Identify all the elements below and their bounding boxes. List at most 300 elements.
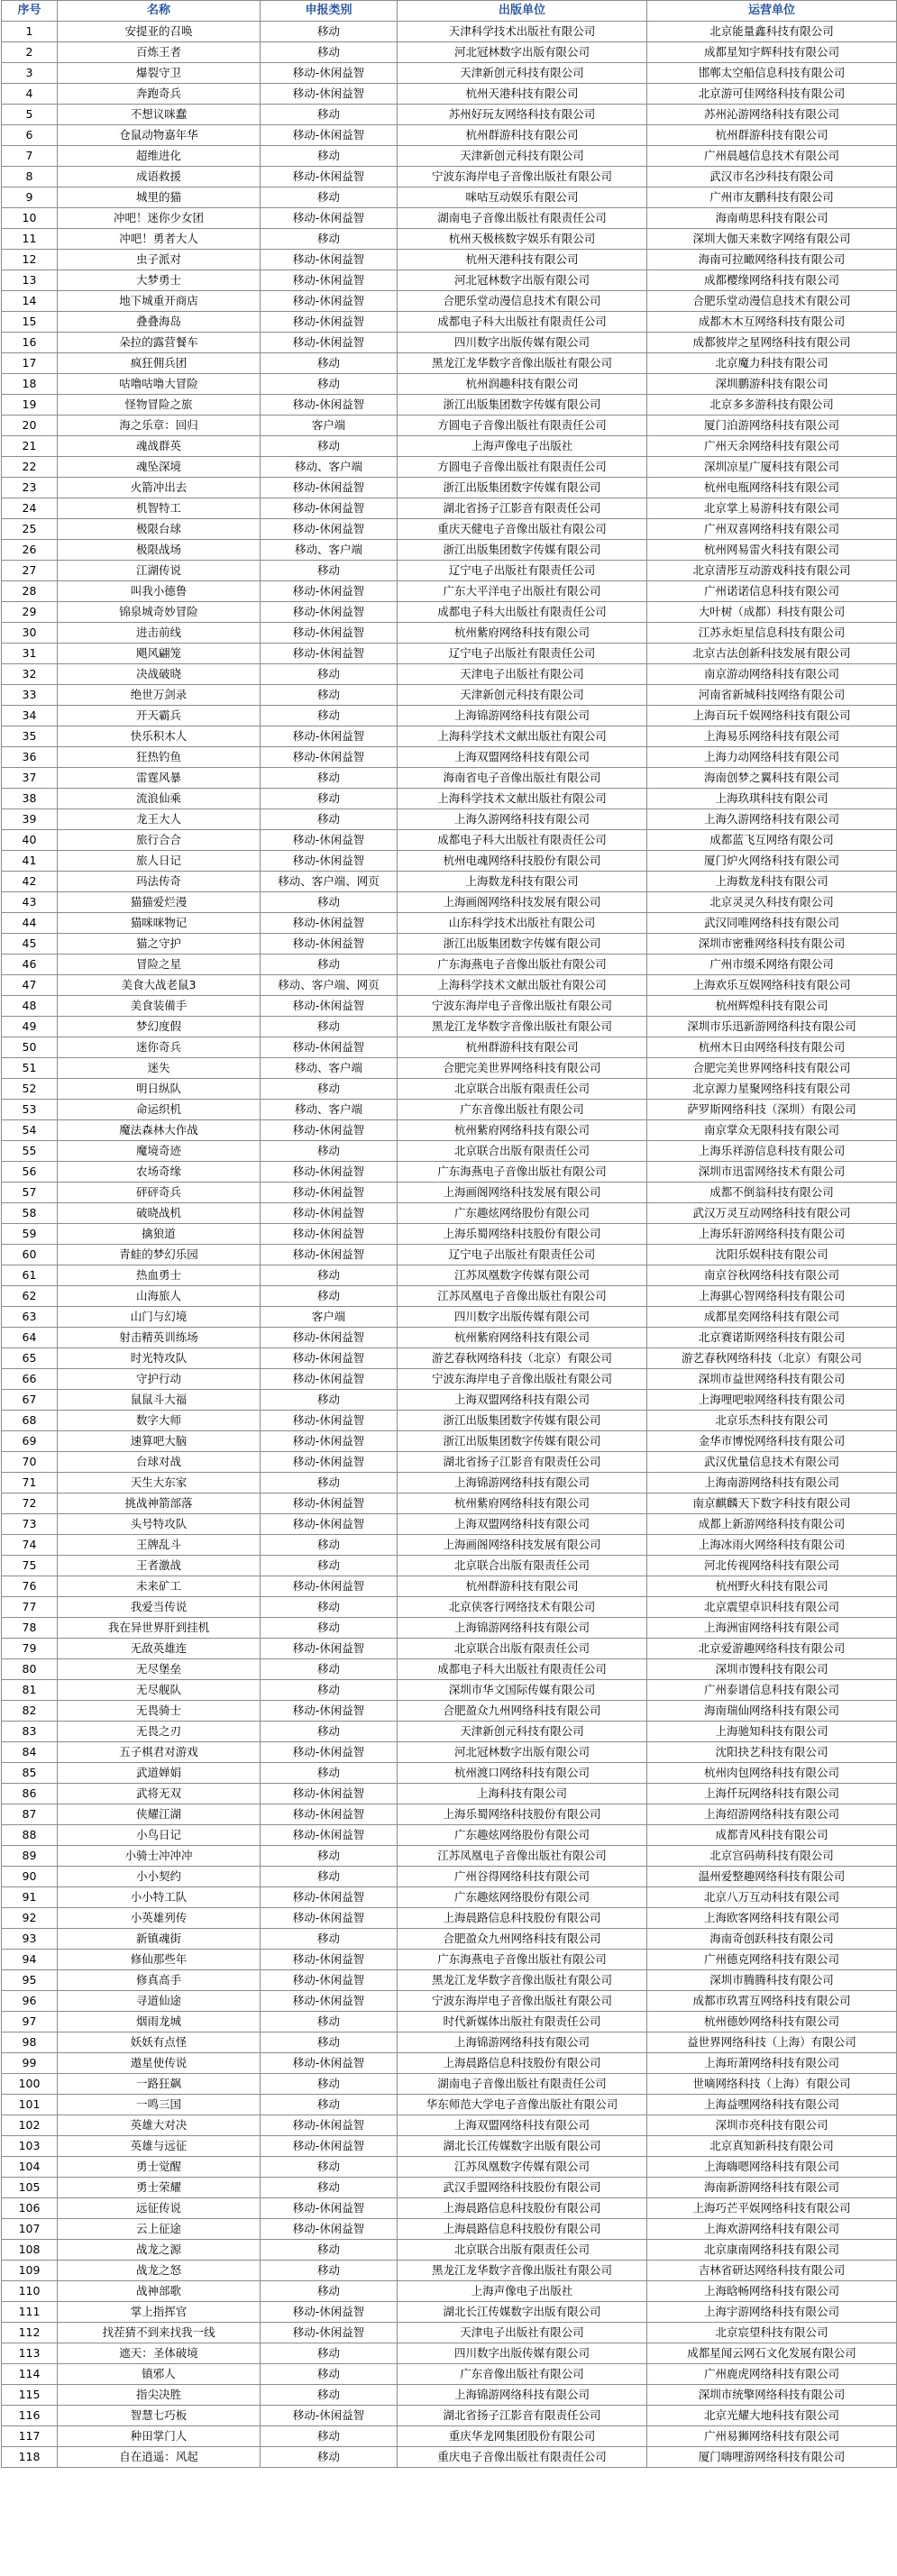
cell-category: 移动-休闲益智	[261, 1224, 398, 1245]
cell-category: 移动-休闲益智	[261, 1494, 398, 1514]
cell-name: 青蛙的梦幻乐园	[58, 1245, 261, 1265]
table-row	[2, 1991, 897, 2012]
cell-name: 远征传说	[58, 2198, 261, 2219]
cell-operator: 上海珩萧网络科技有限公司	[647, 2053, 897, 2074]
table-row	[2, 934, 897, 955]
cell-name: 决战破晓	[58, 664, 261, 685]
cell-category: 移动	[261, 2012, 398, 2032]
cell-publisher: 重庆华龙网集团股份有限公司	[398, 2426, 647, 2447]
cell-index: 43	[2, 892, 58, 913]
cell-operator: 上海乐轩游网络科技有限公司	[647, 1224, 897, 1245]
cell-operator: 上海晗畅网络科技有限公司	[647, 2281, 897, 2302]
cell-index: 109	[2, 2261, 58, 2281]
cell-category: 移动-休闲益智	[261, 270, 398, 291]
cell-publisher: 辽宁电子出版社有限责任公司	[398, 644, 647, 664]
table-row	[2, 208, 897, 229]
cell-operator: 江苏永炬星信息科技有限公司	[647, 623, 897, 644]
cell-category: 移动	[261, 1473, 398, 1494]
cell-publisher: 湖南电子音像出版社有限责任公司	[398, 2074, 647, 2095]
table-row	[2, 1120, 897, 1141]
cell-category: 移动	[261, 2281, 398, 2302]
table-row	[2, 1867, 897, 1887]
cell-category: 移动-休闲益智	[261, 1908, 398, 1929]
cell-publisher: 上海晨路信息科技股份有限公司	[398, 2053, 647, 2074]
cell-name: 猫猫爱烂漫	[58, 892, 261, 913]
cell-name: 快乐积木人	[58, 726, 261, 747]
cell-name: 魂坠深境	[58, 457, 261, 478]
cell-operator: 上海乐祥游信息科技有限公司	[647, 1141, 897, 1162]
table-row	[2, 830, 897, 851]
cell-publisher: 杭州渡口网络科技有限公司	[398, 1763, 647, 1784]
cell-publisher: 湖北省扬子江影音有限责任公司	[398, 1452, 647, 1473]
cell-category: 移动、客户端	[261, 457, 398, 478]
cell-category: 移动-休闲益智	[261, 1887, 398, 1908]
cell-operator: 萨罗斯网络科技（深圳）有限公司	[647, 1100, 897, 1120]
cell-operator: 上海洲宙网络科技有限公司	[647, 1618, 897, 1639]
cell-category: 移动	[261, 229, 398, 250]
cell-publisher: 江苏凤凰数字传媒有限公司	[398, 1265, 647, 1286]
cell-category: 移动-休闲益智	[261, 478, 398, 498]
table-row	[2, 2447, 897, 2468]
cell-publisher: 浙江出版集团数字传媒有限公司	[398, 934, 647, 955]
cell-publisher: 上海科学技术文献出版社有限公司	[398, 789, 647, 809]
cell-name: 小小契约	[58, 1867, 261, 1887]
cell-category: 移动	[261, 105, 398, 125]
cell-index: 97	[2, 2012, 58, 2032]
cell-index: 88	[2, 1825, 58, 1846]
cell-index: 35	[2, 726, 58, 747]
cell-name: 数字大师	[58, 1411, 261, 1431]
cell-publisher: 宁波东海岸电子音像出版社有限公司	[398, 1991, 647, 2012]
cell-operator: 武汉优量信息技术有限公司	[647, 1452, 897, 1473]
cell-operator: 成都星奕网络科技有限公司	[647, 1307, 897, 1328]
cell-operator: 广州诺诺信息科技有限公司	[647, 581, 897, 602]
cell-category: 移动	[261, 789, 398, 809]
cell-name: 小骑士冲冲冲	[58, 1846, 261, 1867]
table-row	[2, 2074, 897, 2095]
cell-operator: 厦门泊游网络科技有限公司	[647, 416, 897, 436]
table-row	[2, 1929, 897, 1950]
cell-publisher: 广东海燕电子音像出版社有限公司	[398, 1162, 647, 1183]
cell-publisher: 宁波东海岸电子音像出版社有限公司	[398, 167, 647, 187]
cell-name: 寻道仙途	[58, 1991, 261, 2012]
cell-name: 五子棋君对游戏	[58, 1742, 261, 1763]
cell-publisher: 上海锦游网络科技有限公司	[398, 1618, 647, 1639]
cell-operator: 成都青风科技有限公司	[647, 1825, 897, 1846]
cell-index: 95	[2, 1970, 58, 1991]
cell-name: 种田掌门人	[58, 2426, 261, 2447]
cell-index: 100	[2, 2074, 58, 2095]
cell-publisher: 黑龙江龙华数字音像出版社有限公司	[398, 1970, 647, 1991]
cell-index: 107	[2, 2219, 58, 2240]
cell-operator: 南京麒麟天下数字科技有限公司	[647, 1494, 897, 1514]
cell-operator: 北京魔力科技有限公司	[647, 353, 897, 374]
cell-publisher: 上海锦游网络科技有限公司	[398, 1473, 647, 1494]
cell-publisher: 重庆电子音像出版社有限责任公司	[398, 2447, 647, 2468]
cell-index: 112	[2, 2323, 58, 2343]
table-row	[2, 1431, 897, 1452]
cell-index: 105	[2, 2178, 58, 2198]
cell-index: 15	[2, 312, 58, 333]
cell-category: 客户端	[261, 1307, 398, 1328]
table-row	[2, 1079, 897, 1100]
cell-operator: 深圳市迅雷网络技术有限公司	[647, 1162, 897, 1183]
cell-publisher: 杭州天港科技有限公司	[398, 250, 647, 270]
cell-publisher: 河北冠林数字出版有限公司	[398, 270, 647, 291]
cell-operator: 上海南游网络科技有限公司	[647, 1473, 897, 1494]
cell-publisher: 四川数字出版传媒有限公司	[398, 1307, 647, 1328]
cell-publisher: 广东趣炫网络股份有限公司	[398, 1203, 647, 1224]
cell-name: 云上征途	[58, 2219, 261, 2240]
cell-category: 移动	[261, 1846, 398, 1867]
cell-operator: 成都彼岸之星网络科技有限公司	[647, 333, 897, 353]
cell-index: 50	[2, 1037, 58, 1058]
cell-name: 极限战场	[58, 540, 261, 561]
cell-publisher: 天津新创元科技有限公司	[398, 1722, 647, 1742]
header-index: 序号	[2, 1, 58, 22]
cell-publisher: 四川数字出版传媒有限公司	[398, 2343, 647, 2364]
cell-publisher: 游艺春秋网络科技（北京）有限公司	[398, 1348, 647, 1369]
cell-name: 火箭冲出去	[58, 478, 261, 498]
cell-name: 百炼王者	[58, 42, 261, 63]
cell-index: 2	[2, 42, 58, 63]
table-row	[2, 602, 897, 623]
cell-operator: 邯郸太空船信息科技有限公司	[647, 63, 897, 84]
table-row	[2, 63, 897, 84]
cell-name: 雷霆风暴	[58, 768, 261, 789]
cell-publisher: 上海数龙科技有限公司	[398, 872, 647, 892]
cell-category: 移动-休闲益智	[261, 747, 398, 768]
cell-name: 朵拉的露营餐车	[58, 333, 261, 353]
cell-name: 鼠鼠斗大福	[58, 1390, 261, 1411]
cell-operator: 杭州群游科技有限公司	[647, 125, 897, 146]
cell-operator: 深圳市益世网络科技有限公司	[647, 1369, 897, 1390]
cell-name: 破晓战机	[58, 1203, 261, 1224]
cell-operator: 上海驰知科技有限公司	[647, 1722, 897, 1742]
cell-operator: 上海绍游网络科技有限公司	[647, 1804, 897, 1825]
cell-index: 58	[2, 1203, 58, 1224]
table-row	[2, 1037, 897, 1058]
cell-name: 明日纵队	[58, 1079, 261, 1100]
cell-index: 31	[2, 644, 58, 664]
cell-category: 移动、客户端、网页	[261, 872, 398, 892]
table-row	[2, 747, 897, 768]
cell-index: 110	[2, 2281, 58, 2302]
cell-index: 13	[2, 270, 58, 291]
table-row	[2, 1722, 897, 1742]
cell-category: 移动-休闲益智	[261, 250, 398, 270]
table-row	[2, 1742, 897, 1763]
cell-publisher: 上海晨路信息科技股份有限公司	[398, 2219, 647, 2240]
cell-publisher: 上海画阁网络科技发展有限公司	[398, 1535, 647, 1556]
cell-category: 移动-休闲益智	[261, 167, 398, 187]
cell-index: 12	[2, 250, 58, 270]
cell-publisher: 四川数字出版传媒有限公司	[398, 333, 647, 353]
cell-publisher: 海南省电子音像出版社有限公司	[398, 768, 647, 789]
cell-name: 战神部歌	[58, 2281, 261, 2302]
table-row	[2, 1825, 897, 1846]
cell-category: 移动-休闲益智	[261, 1411, 398, 1431]
cell-index: 3	[2, 63, 58, 84]
cell-index: 102	[2, 2115, 58, 2136]
table-row	[2, 187, 897, 208]
cell-publisher: 广州谷得网络科技有限公司	[398, 1867, 647, 1887]
cell-name: 魔境奇迹	[58, 1141, 261, 1162]
cell-publisher: 浙江出版集团数字传媒有限公司	[398, 1411, 647, 1431]
table-row	[2, 457, 897, 478]
cell-name: 绝世万剑录	[58, 685, 261, 706]
cell-publisher: 北京联合出版有限责任公司	[398, 1556, 647, 1576]
cell-operator: 南京掌众无限科技有限公司	[647, 1120, 897, 1141]
cell-operator: 海南可拉瞰网络科技有限公司	[647, 250, 897, 270]
cell-category: 移动-休闲益智	[261, 1431, 398, 1452]
cell-index: 24	[2, 498, 58, 519]
cell-operator: 益世界网络科技（上海）有限公司	[647, 2032, 897, 2053]
cell-category: 移动	[261, 768, 398, 789]
cell-index: 42	[2, 872, 58, 892]
cell-operator: 北京掌上易游科技有限公司	[647, 498, 897, 519]
cell-name: 超维进化	[58, 146, 261, 167]
table-row	[2, 1763, 897, 1784]
cell-name: 大梦勇士	[58, 270, 261, 291]
cell-name: 王牌乱斗	[58, 1535, 261, 1556]
cell-name: 进击前线	[58, 623, 261, 644]
cell-category: 移动	[261, 2364, 398, 2385]
cell-index: 78	[2, 1618, 58, 1639]
cell-publisher: 合肥盈众九州网络科技有限公司	[398, 1701, 647, 1722]
cell-operator: 北京康南网络科技有限公司	[647, 2240, 897, 2261]
cell-category: 移动	[261, 1867, 398, 1887]
table-row	[2, 125, 897, 146]
cell-publisher: 杭州紫府网络科技有限公司	[398, 1494, 647, 1514]
cell-category: 移动	[261, 706, 398, 726]
cell-category: 移动-休闲益智	[261, 2115, 398, 2136]
cell-publisher: 辽宁电子出版社有限责任公司	[398, 1245, 647, 1265]
cell-operator: 北京古法创新科技发展有限公司	[647, 644, 897, 664]
table-row	[2, 644, 897, 664]
cell-name: 掌上指挥官	[58, 2302, 261, 2323]
cell-operator: 上海易乐网络科技有限公司	[647, 726, 897, 747]
cell-index: 67	[2, 1390, 58, 1411]
table-row	[2, 250, 897, 270]
cell-publisher: 合肥乐堂动漫信息技术有限公司	[398, 291, 647, 312]
cell-operator: 成都市玖霄互网络科技有限公司	[647, 1991, 897, 2012]
cell-name: 猫之守护	[58, 934, 261, 955]
cell-publisher: 咪咕互动娱乐有限公司	[398, 187, 647, 208]
cell-index: 51	[2, 1058, 58, 1079]
cell-publisher: 杭州群游科技有限公司	[398, 1576, 647, 1597]
cell-operator: 武汉同唯网络科技有限公司	[647, 913, 897, 934]
table-row	[2, 1265, 897, 1286]
cell-operator: 上海冰雨火网络科技有限公司	[647, 1535, 897, 1556]
cell-category: 移动	[261, 1597, 398, 1618]
cell-category: 移动	[261, 146, 398, 167]
cell-operator: 沈阳抉艺科技有限公司	[647, 1742, 897, 1763]
cell-name: 虫子派对	[58, 250, 261, 270]
cell-publisher: 宁波东海岸电子音像出版社有限公司	[398, 1369, 647, 1390]
cell-operator: 北京灵灵久科技有限公司	[647, 892, 897, 913]
cell-name: 梦幻度假	[58, 1017, 261, 1037]
cell-index: 11	[2, 229, 58, 250]
table-row	[2, 2343, 897, 2364]
cell-publisher: 重庆天健电子音像出版社有限公司	[398, 519, 647, 540]
cell-operator: 河南省新城科技网络有限公司	[647, 685, 897, 706]
table-row	[2, 1576, 897, 1597]
cell-category: 移动-休闲益智	[261, 1120, 398, 1141]
cell-name: 修真高手	[58, 1970, 261, 1991]
cell-operator: 广州天余网络科技有限公司	[647, 436, 897, 457]
table-row	[2, 2095, 897, 2115]
cell-category: 移动	[261, 955, 398, 975]
cell-index: 27	[2, 561, 58, 581]
cell-name: 头号特攻队	[58, 1514, 261, 1535]
header-operator: 运营单位	[647, 1, 897, 22]
cell-name: 狂热钓鱼	[58, 747, 261, 768]
cell-index: 22	[2, 457, 58, 478]
cell-category: 移动、客户端、网页	[261, 975, 398, 996]
table-row	[2, 478, 897, 498]
cell-name: 城里的猫	[58, 187, 261, 208]
table-row	[2, 1970, 897, 1991]
cell-operator: 合肥乐堂动漫信息技术有限公司	[647, 291, 897, 312]
cell-category: 移动-休闲益智	[261, 1348, 398, 1369]
cell-publisher: 江苏凤凰数字传媒有限公司	[398, 2157, 647, 2178]
cell-index: 9	[2, 187, 58, 208]
cell-index: 85	[2, 1763, 58, 1784]
cell-publisher: 杭州紫府网络科技有限公司	[398, 1328, 647, 1348]
table-row	[2, 1514, 897, 1535]
cell-category: 移动-休闲益智	[261, 1804, 398, 1825]
cell-index: 98	[2, 2032, 58, 2053]
cell-publisher: 辽宁电子出版社有限责任公司	[398, 561, 647, 581]
cell-operator: 深圳市乐迅新游网络科技有限公司	[647, 1017, 897, 1037]
cell-category: 移动-休闲益智	[261, 498, 398, 519]
cell-operator: 成都不倒翁科技有限公司	[647, 1183, 897, 1203]
cell-index: 73	[2, 1514, 58, 1535]
cell-name: 热血勇士	[58, 1265, 261, 1286]
table-row	[2, 2053, 897, 2074]
cell-name: 小小特工队	[58, 1887, 261, 1908]
cell-name: 魂战群英	[58, 436, 261, 457]
cell-name: 咕噜咕噜大冒险	[58, 374, 261, 395]
cell-category: 移动	[261, 353, 398, 374]
cell-name: 疯狂佣兵团	[58, 353, 261, 374]
cell-index: 47	[2, 975, 58, 996]
cell-index: 82	[2, 1701, 58, 1722]
cell-name: 飓风翩笼	[58, 644, 261, 664]
cell-publisher: 天津电子出版社有限公司	[398, 664, 647, 685]
table-row	[2, 2385, 897, 2406]
cell-name: 叫我小德鲁	[58, 581, 261, 602]
cell-operator: 上海欢游网络科技有限公司	[647, 2219, 897, 2240]
cell-index: 1	[2, 22, 58, 42]
cell-name: 妖妖有点怪	[58, 2032, 261, 2053]
table-row	[2, 2032, 897, 2053]
table-row	[2, 84, 897, 105]
cell-index: 19	[2, 395, 58, 416]
cell-category: 移动	[261, 1659, 398, 1680]
cell-category: 移动-休闲益智	[261, 1369, 398, 1390]
cell-category: 移动-休闲益智	[261, 1991, 398, 2012]
cell-index: 118	[2, 2447, 58, 2468]
cell-category: 移动-休闲益智	[261, 1245, 398, 1265]
cell-category: 移动	[261, 685, 398, 706]
cell-index: 63	[2, 1307, 58, 1328]
cell-publisher: 方圆电子音像出版社有限责任公司	[398, 457, 647, 478]
cell-category: 移动	[261, 1079, 398, 1100]
cell-index: 96	[2, 1991, 58, 2012]
cell-index: 99	[2, 2053, 58, 2074]
cell-name: 命运织机	[58, 1100, 261, 1120]
cell-publisher: 湖北省扬子江影音有限责任公司	[398, 498, 647, 519]
cell-name: 无畏骑士	[58, 1701, 261, 1722]
table-row	[2, 2302, 897, 2323]
cell-index: 86	[2, 1784, 58, 1804]
cell-name: 一鸣三国	[58, 2095, 261, 2115]
cell-name: 勇士荣耀	[58, 2178, 261, 2198]
cell-category: 移动	[261, 1680, 398, 1701]
cell-category: 移动-休闲益智	[261, 1639, 398, 1659]
table-row	[2, 2323, 897, 2343]
cell-name: 冒险之星	[58, 955, 261, 975]
cell-index: 4	[2, 84, 58, 105]
cell-index: 5	[2, 105, 58, 125]
cell-category: 移动	[261, 2261, 398, 2281]
cell-index: 89	[2, 1846, 58, 1867]
cell-category: 移动-休闲益智	[261, 333, 398, 353]
cell-operator: 北京八万互动科技有限公司	[647, 1887, 897, 1908]
cell-category: 移动-休闲益智	[261, 934, 398, 955]
cell-category: 移动	[261, 1390, 398, 1411]
cell-category: 移动-休闲益智	[261, 2136, 398, 2157]
cell-operator: 游艺春秋网络科技（北京）有限公司	[647, 1348, 897, 1369]
cell-category: 移动-休闲益智	[261, 84, 398, 105]
cell-operator: 杭州德妙网络科技有限公司	[647, 2012, 897, 2032]
cell-index: 116	[2, 2406, 58, 2426]
cell-operator: 广州双喜网络科技有限公司	[647, 519, 897, 540]
cell-operator: 北京赛诺斯网络科技有限公司	[647, 1328, 897, 1348]
cell-operator: 上海百玩千娱网络科技有限公司	[647, 706, 897, 726]
table-row	[2, 1846, 897, 1867]
cell-operator: 海南创梦之翼科技有限公司	[647, 768, 897, 789]
cell-category: 移动	[261, 1556, 398, 1576]
cell-name: 仓鼠动物嘉年华	[58, 125, 261, 146]
table-row	[2, 333, 897, 353]
cell-operator: 杭州木日由网络科技有限公司	[647, 1037, 897, 1058]
cell-index: 36	[2, 747, 58, 768]
cell-publisher: 成都电子科大出版社有限责任公司	[398, 602, 647, 623]
cell-publisher: 黑龙江龙华数字音像出版社有限公司	[398, 1017, 647, 1037]
table-row	[2, 581, 897, 602]
cell-index: 114	[2, 2364, 58, 2385]
cell-category: 移动-休闲益智	[261, 1701, 398, 1722]
cell-operator: 上海久游网络科技有限公司	[647, 809, 897, 830]
cell-category: 移动-休闲益智	[261, 581, 398, 602]
cell-index: 56	[2, 1162, 58, 1183]
cell-operator: 海南新游网络科技有限公司	[647, 2178, 897, 2198]
cell-category: 移动-休闲益智	[261, 830, 398, 851]
table-row	[2, 1245, 897, 1265]
table-row	[2, 540, 897, 561]
cell-index: 72	[2, 1494, 58, 1514]
cell-operator: 上海益嘿网络科技有限公司	[647, 2095, 897, 2115]
cell-publisher: 上海晨路信息科技股份有限公司	[398, 1908, 647, 1929]
table-row	[2, 1494, 897, 1514]
cell-operator: 成都樱缘网络科技有限公司	[647, 270, 897, 291]
cell-operator: 北京真知新科技有限公司	[647, 2136, 897, 2157]
cell-category: 移动-休闲益智	[261, 208, 398, 229]
table-row	[2, 1535, 897, 1556]
